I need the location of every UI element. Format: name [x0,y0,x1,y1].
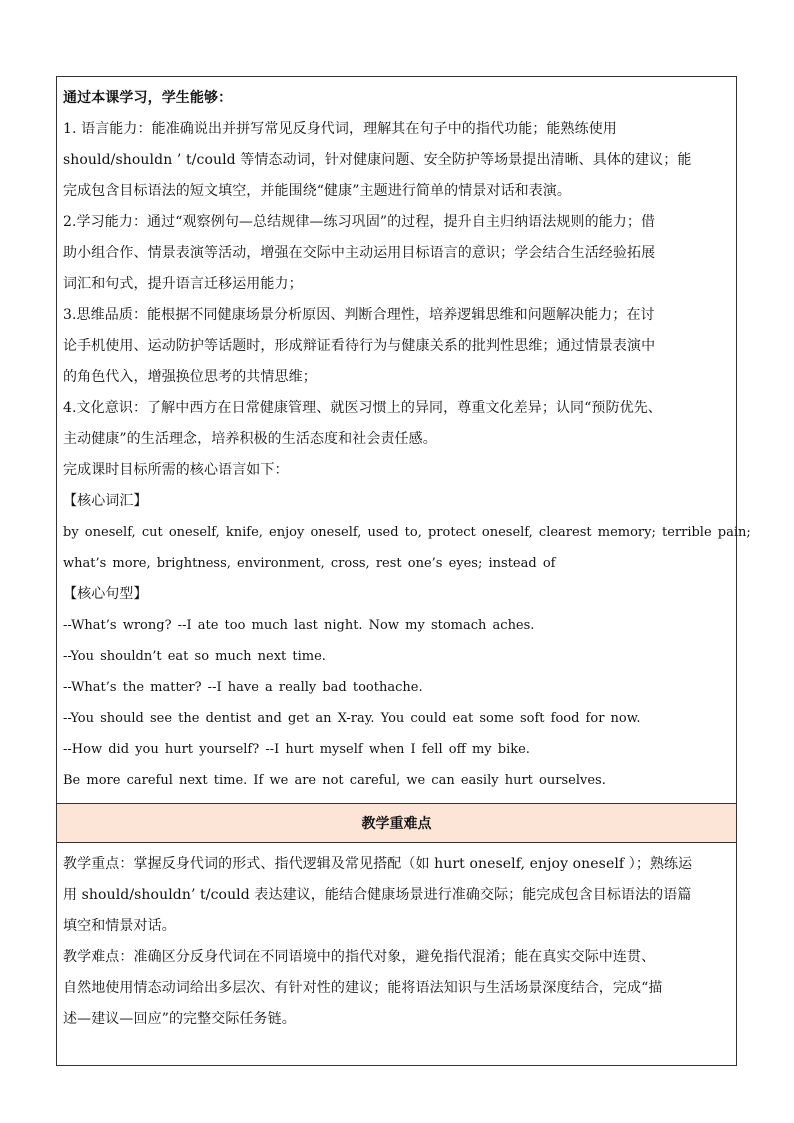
objective-line: 2.学习能力：通过“观察例句—总结规律—练习巩固”的过程，提升自主归纳语法规则的能力；借 [63,214,656,230]
vocab-list [63,517,751,579]
objective-line: 完成包含目标语法的短文填空，并能围绕“健康”主题进行简单的情景对话和表演。 [63,183,572,199]
sentences-heading: 【核心句型】 [63,586,148,602]
sentence-line: --What’s the matter? --I have a really bad toothache. [63,680,423,695]
objective-line: 主动健康”的生活理念，培养积极的生活态度和社会责任感。 [63,431,437,447]
objectives-intro: 通过本课学习，学生能够： [63,90,233,106]
sentence-line: --How did you hurt yourself? --I hurt myself when I fell off my bike. [63,742,530,757]
sentence-line: Be more careful next time. If we are not careful, we can easily hurt ourselves. [63,773,606,788]
objectives-cell [57,77,751,803]
teaching-focus [63,849,730,942]
sentence-line: --What’s wrong? --I ate too much last night. Now my stomach aches. [63,618,535,633]
objective-line: 1. 语言能力：能准确说出并拼写常见反身代词，理解其在句子中的指代功能；能熟练使用 [63,121,617,137]
objective-line: should/shouldn ’ t/could 等情态动词，针对健康问题、安全防护等场景提出清晰、具体的建议；能 [63,152,692,168]
vocab-line: by oneself, cut oneself, knife, enjoy oneself, used to, protect oneself, clearest memory; terrible pain; [63,525,751,540]
sentence-line: --You shouldn’t eat so much next time. [63,649,326,664]
sentence-line: --You should see the dentist and get an X-ray. You could eat some soft food for now. [63,711,641,726]
objective-line: 的角色代入，增强换位思考的共情思维； [63,369,317,385]
key-points-header [57,803,736,842]
focus-line: 用 should/shouldn’ t/could 表达建议，能结合健康场景进行准确交际；能完成包含目标语法的语篇 [63,887,692,903]
focus-line: 教学重点：掌握反身代词的形式、指代逻辑及常见搭配（如 hurt oneself, enjoy oneself ）；熟练运 [63,856,693,872]
teaching-difficulty [63,942,730,1035]
objective-line: 论手机使用、运动防护等话题时，形成辩证看待行为与健康关系的批判性思维；通过情景表演中 [63,338,656,354]
difficulty-line: 自然地使用情态动词给出多层次、有针对性的建议；能将语法知识与生活场景深度结合，完成“描 [63,980,663,996]
vocab-heading: 【核心词汇】 [63,493,148,509]
key-points-cell [57,842,736,1065]
difficulty-line: 教学难点：准确区分反身代词在不同语境中的指代对象，避免指代混淆；能在真实交际中连贯、 [63,949,656,965]
vocab-line: what’s more, brightness, environment, cross, rest one’s eyes; instead of [63,556,556,571]
objective-line: 完成课时目标所需的核心语言如下： [63,462,289,478]
objective-line: 3.思维品质：能根据不同健康场景分析原因、判断合理性，培养逻辑思维和问题解决能力；在讨 [63,307,655,323]
difficulty-line: 述—建议—回应”的完整交际任务链。 [63,1011,296,1027]
objective-line: 词汇和句式，提升语言迁移运用能力； [63,276,303,292]
objective-line: 助小组合作、情景表演等活动，增强在交际中主动运用目标语言的意识；学会结合生活经验拓展 [63,245,656,261]
objective-line: 4.文化意识：了解中西方在日常健康管理、就医习惯上的异同，尊重文化差异；认同“预防优先、 [63,400,662,416]
sentences-list [63,610,730,796]
objectives-list [63,114,730,486]
key-points-title: 教学重难点 [361,816,432,832]
lesson-table [56,76,751,1066]
focus-line: 填空和情景对话。 [63,918,176,934]
